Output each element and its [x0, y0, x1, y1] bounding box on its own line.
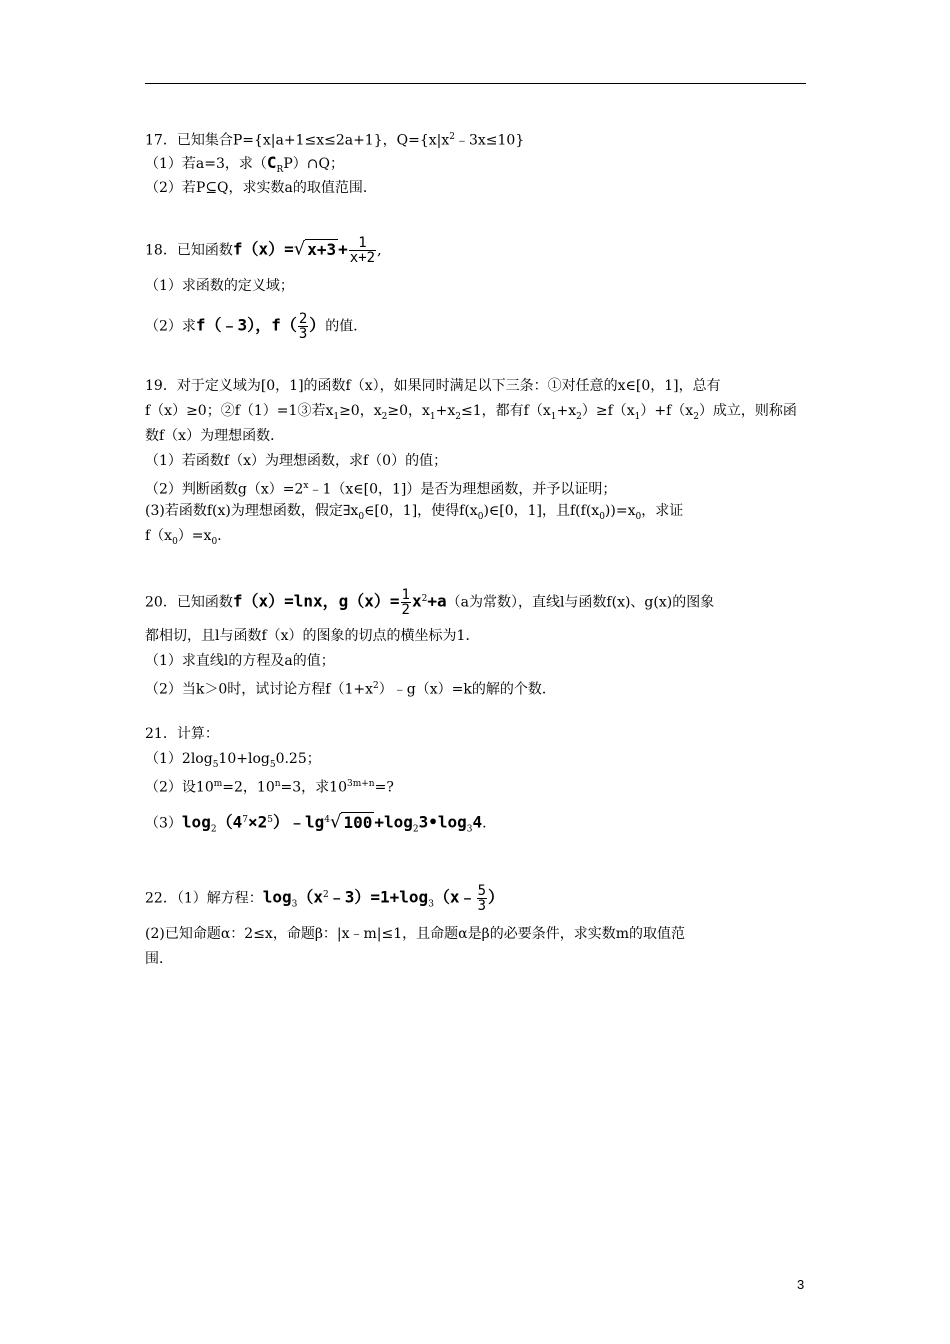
q21-part3: $(3)\log_2(4^7\times 2^5)﹣\lg^4√$ $100 +\log_23•\log_34$. — [145, 811, 487, 835]
q22-part1: 22．（1）解方程：$\log_3(x^2﹣3)=1+\log_3(x﹣$ $\frac{5}{3}$ ） — [145, 883, 505, 914]
fraction: $\frac{5}{3}$ — [477, 883, 486, 914]
q17-part2: （2）若P⊆Q，求实数a的取值范围． — [145, 180, 377, 196]
q21-title: 21．计算： — [145, 726, 219, 742]
q17-statement: 17．已知集合P={x|a+1≤x≤2a+1}，$Q=\{x|x^2﹣3x\le 10\}$ — [145, 132, 525, 149]
q20-part1: （1）求直线l的方程及a的值； — [145, 653, 335, 669]
q21-part1: $(1)2\log_510+\log_50.25$； — [145, 751, 321, 770]
q21-part2: （2）设$10^m=2$，$10^n=3$，求$10^{3m+n}=$? — [145, 779, 394, 796]
q19-part1: （1）若函数f（x）为理想函数，求f（0）的值； — [145, 453, 448, 469]
header-rule — [145, 83, 806, 84]
q19-statement-line3: 数f（x）为理想函数． — [145, 428, 285, 444]
q19-statement-line1: 19．对于定义域为[0，1]的函数f（x），如果同时满足以下三条：①对任意的x∈[0，1]，总有 — [145, 378, 721, 394]
q19-part2: （2）判断函数$g(x)=2^x﹣1(x\in[0$，1]）是否为理想函数，并予以证明； — [145, 481, 617, 498]
q22-part2-cont: 围． — [145, 951, 173, 967]
fraction: $\frac{1}{x+2}$ — [349, 235, 376, 266]
q18-part2: （2）求f（﹣3），f（ $\frac{2}{3}$ ）的值． — [145, 311, 368, 342]
fraction: $\frac{2}{3}$ — [298, 311, 308, 342]
q20-part2: （2）当k＞0时，试讨论方程$f(1+x^2)﹣g(x)=k$的解的个数． — [145, 681, 556, 698]
sqrt-symbol: √ — [329, 811, 342, 833]
q18-part1: （1）求函数的定义域； — [145, 278, 294, 294]
q17-part1: （1）若a=3，求$(C_RP)\cap Q$； — [145, 153, 344, 175]
q19-part3: (3)若函数f(x)为理想函数，假定$\exists x_0\in[0$，1]，使得$f(x_0)\in[0$，1]，且$f(f(x_0))=x_0$，求证 — [145, 503, 684, 522]
page-number: 3 — [797, 1277, 805, 1292]
q20-statement: 20．已知函数f（x）=lnx，g（x）= $\frac{1}{2}$ $x^2+a(a$为常数），直线l与函数f(x)、g(x)的图象 — [145, 587, 715, 618]
sqrt-symbol: √ — [293, 238, 306, 260]
q19-statement-line2: f（x）≥0；②f（1）=1③若$x_1\ge 0$，$x_2\ge 0$，$x_1+x_2\le 1$，都有$f(x_1+x_2)\ge f(x_1)+f(x_2)$成立，则称函 — [145, 403, 797, 422]
q20-statement-line2: 都相切，且l与函数f（x）的图象的切点的横坐标为1． — [145, 628, 480, 644]
q19-part3-cont: $f(x_0)=x_0$． — [145, 528, 232, 547]
q22-part2: (2)已知命题α：2≤x，命题β：|x﹣m|≤1，且命题α是β的必要条件，求实数m的取值范 — [145, 926, 685, 942]
q18-statement: 18．已知函数f（x）=√ x+3 + $\frac{1}{x+2}$ , — [145, 235, 382, 266]
fraction: $\frac{1}{2}$ — [401, 587, 410, 618]
